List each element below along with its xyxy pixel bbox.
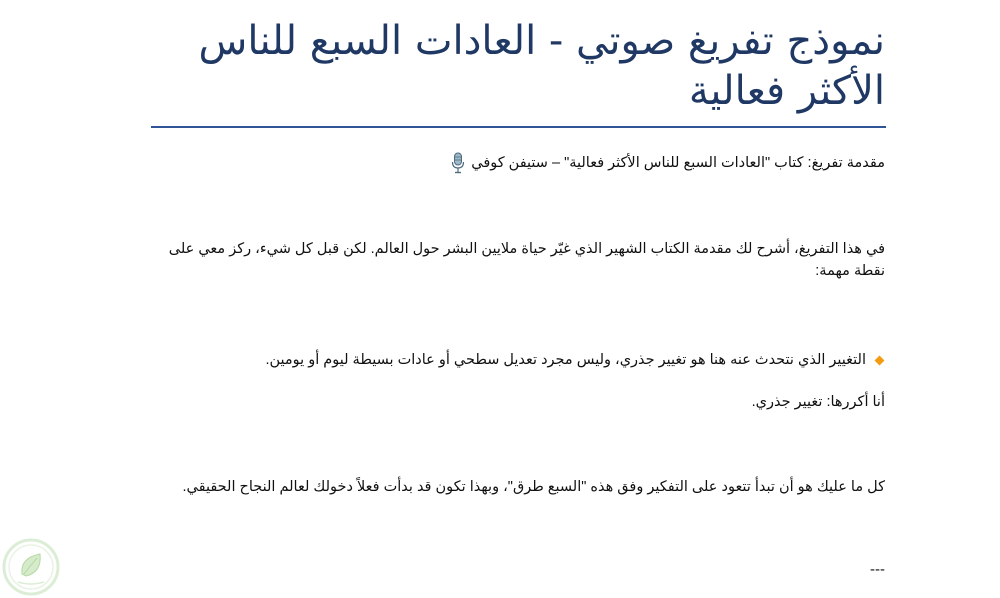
page-title: نموذج تفريغ صوتي - العادات السبع للناس الأكثر فعالية	[198, 18, 885, 114]
separator: ---	[870, 561, 885, 578]
orange-diamond-bullet-icon	[875, 355, 885, 365]
paragraph-conclusion: كل ما عليك هو أن تبدأ تتعود على التفكير وفق هذه "السبع طرق"، وبهذا تكون قد بدأت فعلاً دخولك لعالم النجاح الحقيقي.	[182, 479, 885, 495]
bullet-text: التغيير الذي نتحدث عنه هنا هو تغيير جذري، وليس مجرد تعديل سطحي أو عادات بسيطة ليوم أو يومين.	[265, 352, 866, 368]
paragraph-intro: في هذا التفريغ، أشرح لك مقدمة الكتاب الشهير الذي غيّر حياة ملايين البشر حول العالم. لكن قبل كل شيء، ركز معي على نقطة مهمة:	[168, 241, 885, 279]
microphone-icon	[451, 152, 465, 174]
intro-text: مقدمة تفريغ: كتاب "العادات السبع للناس الأكثر فعالية" – ستيفن كوفي	[471, 155, 885, 171]
title-divider	[151, 126, 886, 128]
intro-line	[145, 152, 885, 174]
bullet-item	[145, 349, 885, 371]
paragraph-emphasis: أنا أكررها: تغيير جذري.	[751, 394, 885, 410]
leaf-logo-icon	[2, 538, 60, 596]
